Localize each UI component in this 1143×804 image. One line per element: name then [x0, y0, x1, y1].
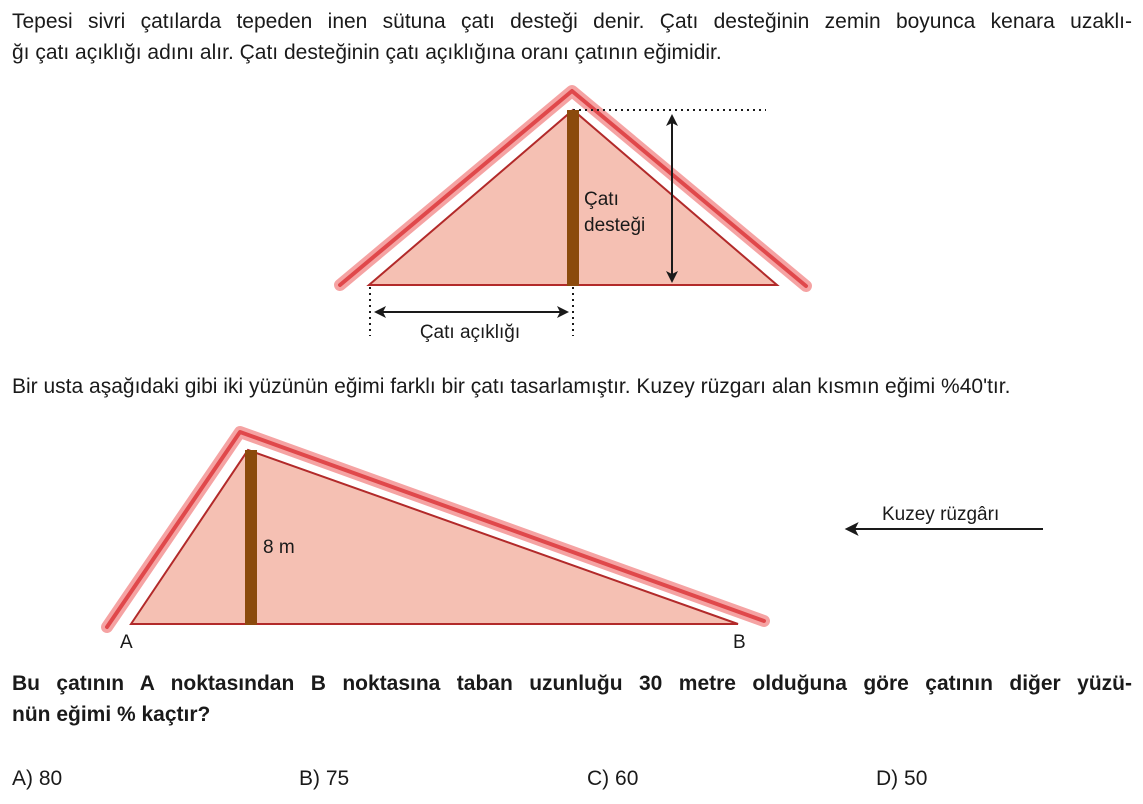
support-label-line-2: desteği: [584, 215, 646, 236]
point-a-label: A: [120, 632, 133, 653]
roof-body: [131, 450, 738, 624]
intro-line-2: ğı çatı açıklığı adını alır. Çatı desteğinin çatı açıklığına oranı çatının eğimidir.: [12, 41, 722, 64]
question-line-1: Bu çatının A noktasından B noktasına taban uzunluğu 30 metre olduğuna göre çatının diğer yüzü-: [12, 672, 1132, 695]
height-label: 8 m: [263, 537, 295, 558]
question-line-2: nün eğimi % kaçtır?: [12, 703, 211, 726]
choice-a-value: 80: [38, 767, 63, 790]
intro-line-1: Tepesi sivri çatılarda tepeden inen sütuna çatı desteği denir. Çatı desteğinin zemin boyunca kenara uzaklı-: [12, 10, 1132, 33]
choice-c-label: C): [587, 767, 610, 790]
choice-b[interactable]: [299, 767, 349, 791]
choice-a-label: A): [12, 767, 33, 790]
point-b-label: B: [733, 632, 746, 653]
choice-b-value: 75: [325, 767, 350, 790]
choice-c[interactable]: [587, 767, 638, 791]
setup-line: Bir usta aşağıdaki gibi iki yüzünün eğimi farklı bir çatı tasarlamıştır. Kuzey rüzgarı alan kısmın eğimi %40'tır.: [12, 375, 1011, 398]
support-label-line-1: Çatı: [584, 189, 619, 210]
question-paragraph: [12, 668, 1132, 730]
choice-d-label: D): [876, 767, 899, 790]
answer-choices: [12, 767, 1132, 799]
choice-c-value: 60: [615, 767, 639, 790]
choice-a[interactable]: [12, 767, 62, 791]
roof-support-column: [245, 450, 257, 625]
choice-d-value: 50: [904, 767, 928, 790]
choice-b-label: B): [299, 767, 320, 790]
choice-d[interactable]: [876, 767, 927, 791]
wind-label: Kuzey rüzgârı: [882, 504, 1000, 525]
span-label: Çatı açıklığı: [419, 322, 521, 343]
